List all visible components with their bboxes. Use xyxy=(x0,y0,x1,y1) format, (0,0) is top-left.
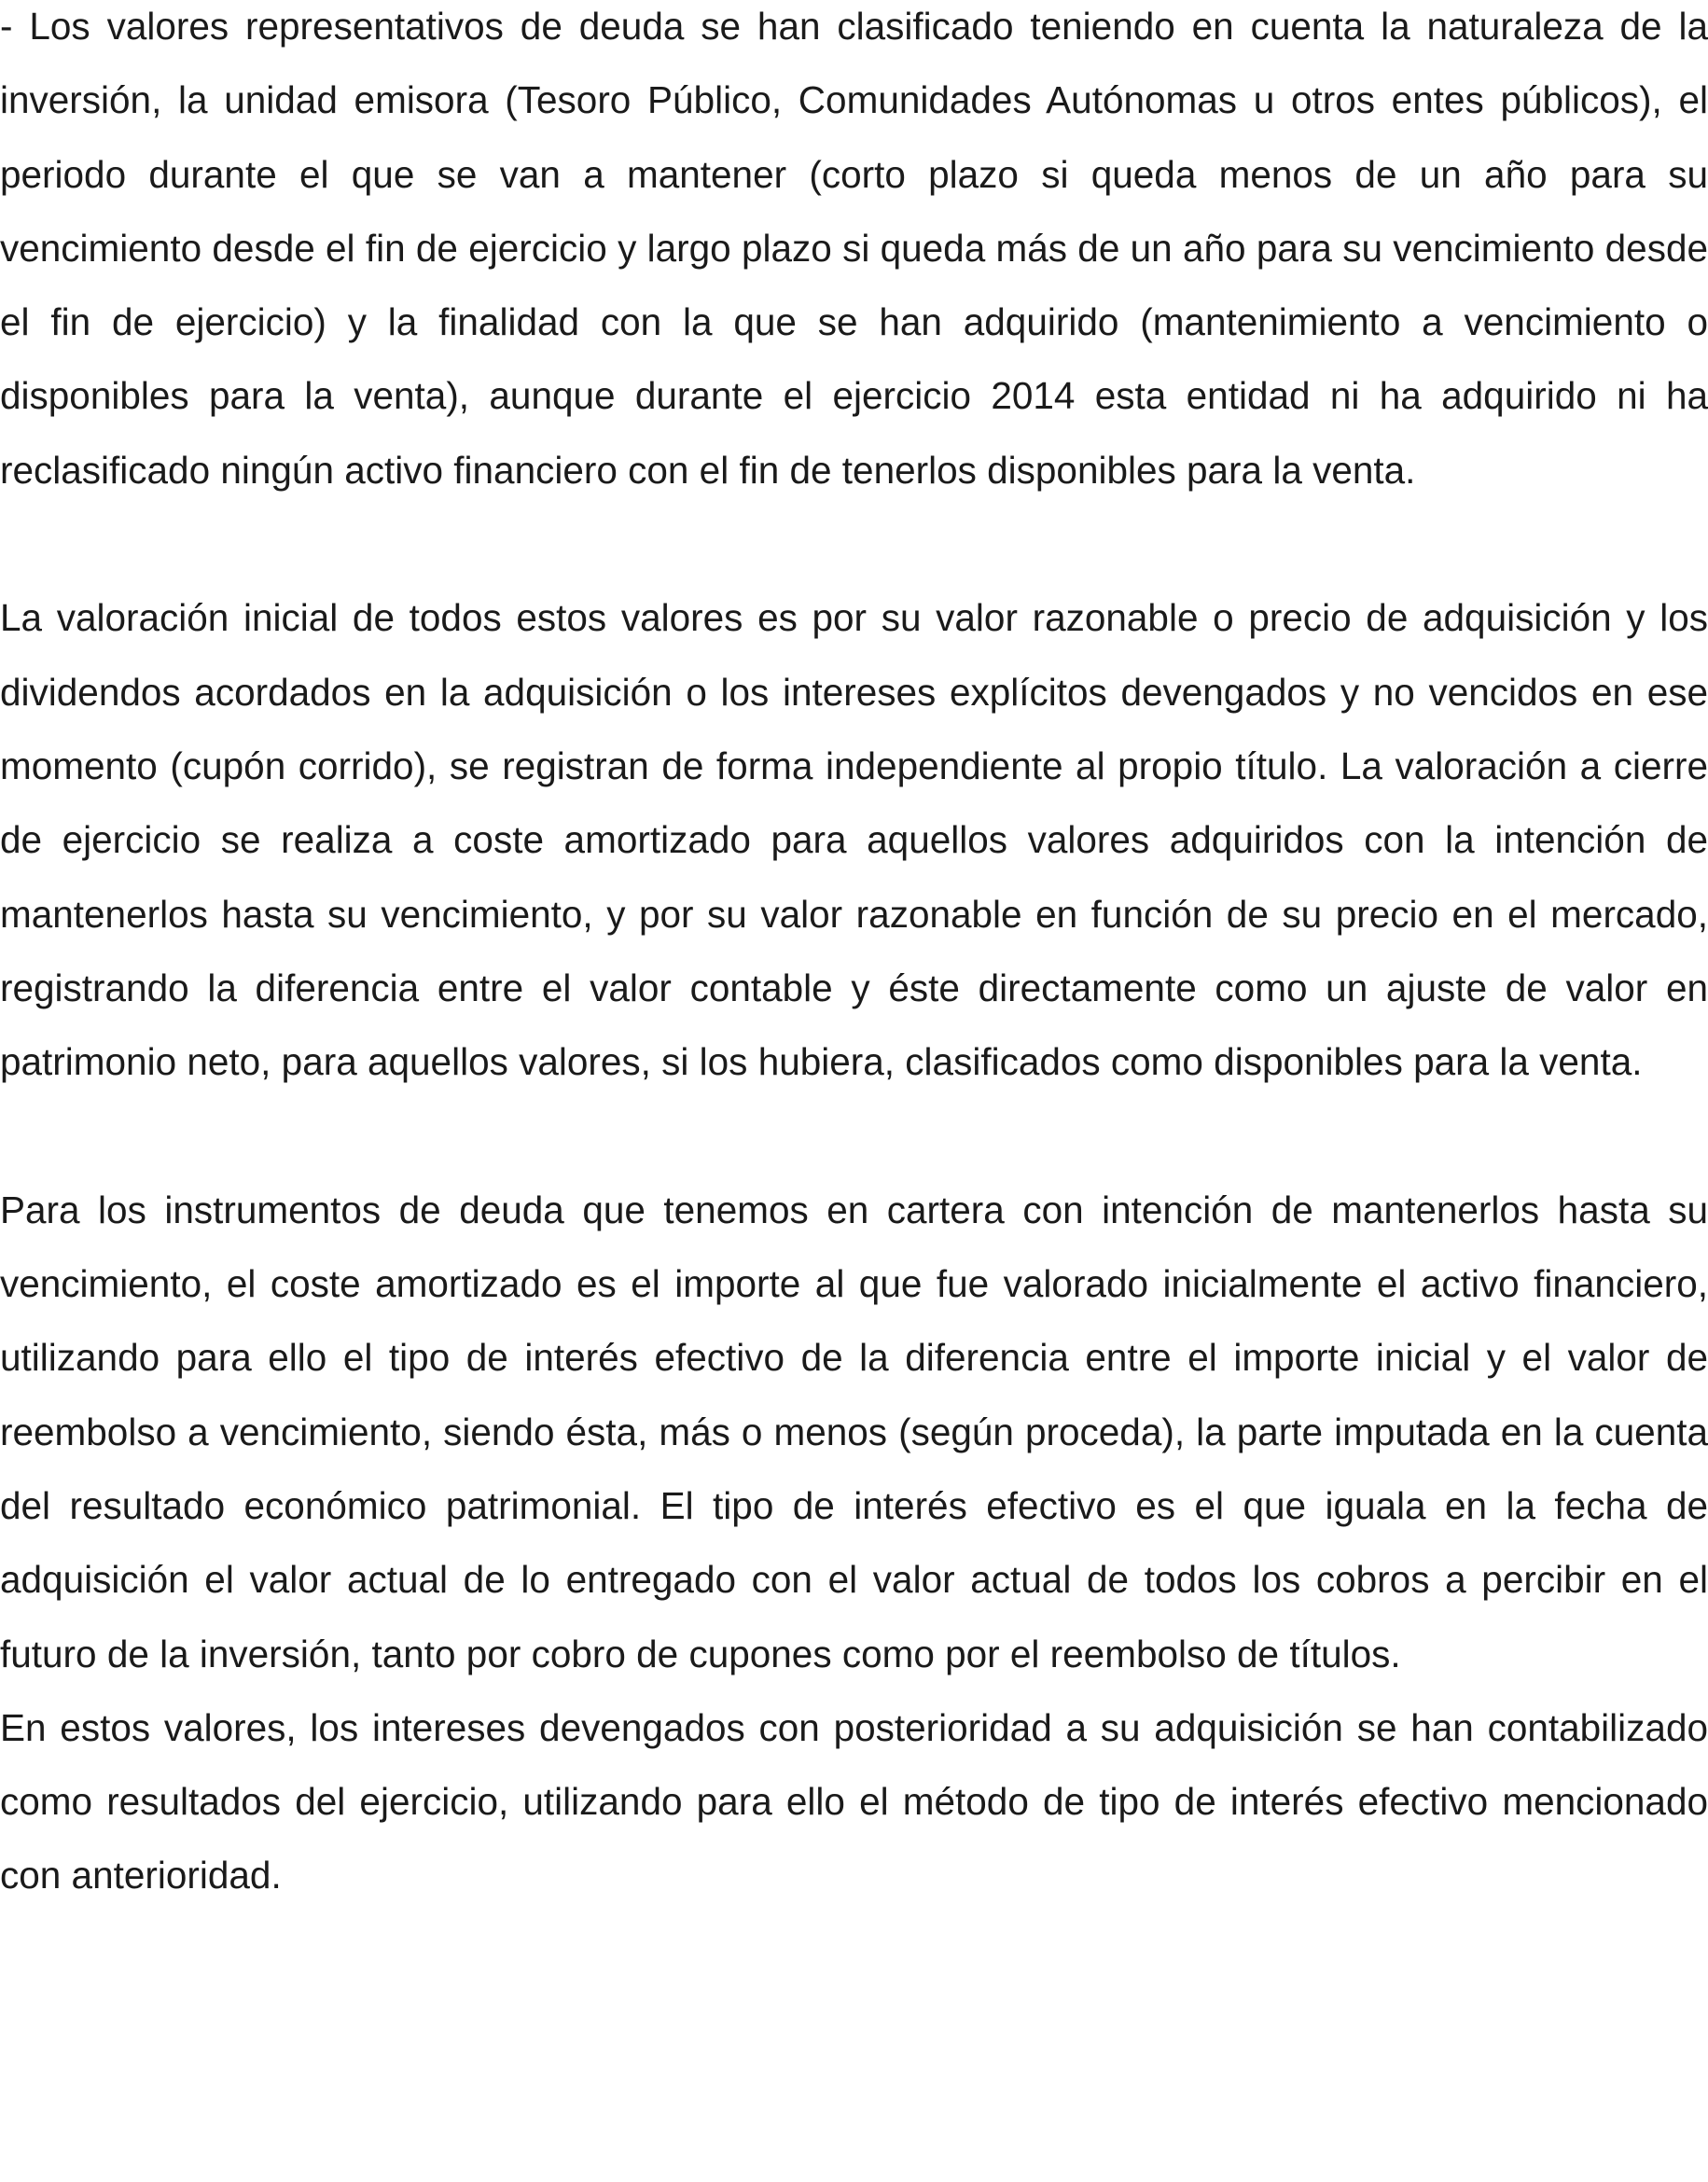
paragraph-amortized-cost: Para los instrumentos de deuda que tenemos en cartera con intención de mantenerlos hasta su vencimiento, el coste amortizado es el importe al que fue valorado inicialmente el activo financiero, utilizando para ello el tipo de interés efectivo de la diferencia entre el importe inicial y el valor de reembolso a vencimiento, siendo ésta, más o menos (según proceda), la parte imputada en la cuenta del resultado económico patrimonial. El tipo de interés efectivo es el que iguala en la fecha de adquisición el valor actual de lo entregado con el valor actual de todos los cobros a percibir en el futuro de la inversión, tanto por cobro de cupones como por el reembolso de títulos. xyxy=(0,1188,1708,1675)
paragraph-initial-valuation: La valoración inicial de todos estos valores es por su valor razonable o precio de adquisición y los dividendos acordados en la adquisición o los intereses explícitos devengados y no vencidos en ese momento (cupón corrido), se registran de forma independiente al propio título. La valoración a cierre de ejercicio se realiza a coste amortizado para aquellos valores adquiridos con la intención de mantenerlos hasta su vencimiento, y por su valor razonable en función de su precio en el mercado, registrando la diferencia entre el valor contable y éste directamente como un ajuste de valor en patrimonio neto, para aquellos valores, si los hubiera, clasificados como disponibles para la venta. xyxy=(0,596,1708,1084)
paragraph-accrued-interest: En estos valores, los intereses devengados con posterioridad a su adquisición se han contabilizado como resultados del ejercicio, utilizando para ello el método de tipo de interés efectivo mencionado con anterioridad. xyxy=(0,1705,1708,1897)
paragraph-debt-securities-classification: - Los valores representativos de deuda se han clasificado teniendo en cuenta la naturaleza de la inversión, la unidad emisora (Tesoro Público, Comunidades Autónomas u otros entes públicos), el periodo durante el que se van a mantener (corto plazo si queda menos de un año para su vencimiento desde el fin de ejercicio y largo plazo si queda más de un año para su vencimiento desde el fin de ejercicio) y la finalidad con la que se han adquirido (mantenimiento a vencimiento o disponibles para la venta), aunque durante el ejercicio 2014 esta entidad ni ha adquirido ni ha reclasificado ningún activo financiero con el fin de tenerlos disponibles para la venta. xyxy=(0,5,1708,492)
